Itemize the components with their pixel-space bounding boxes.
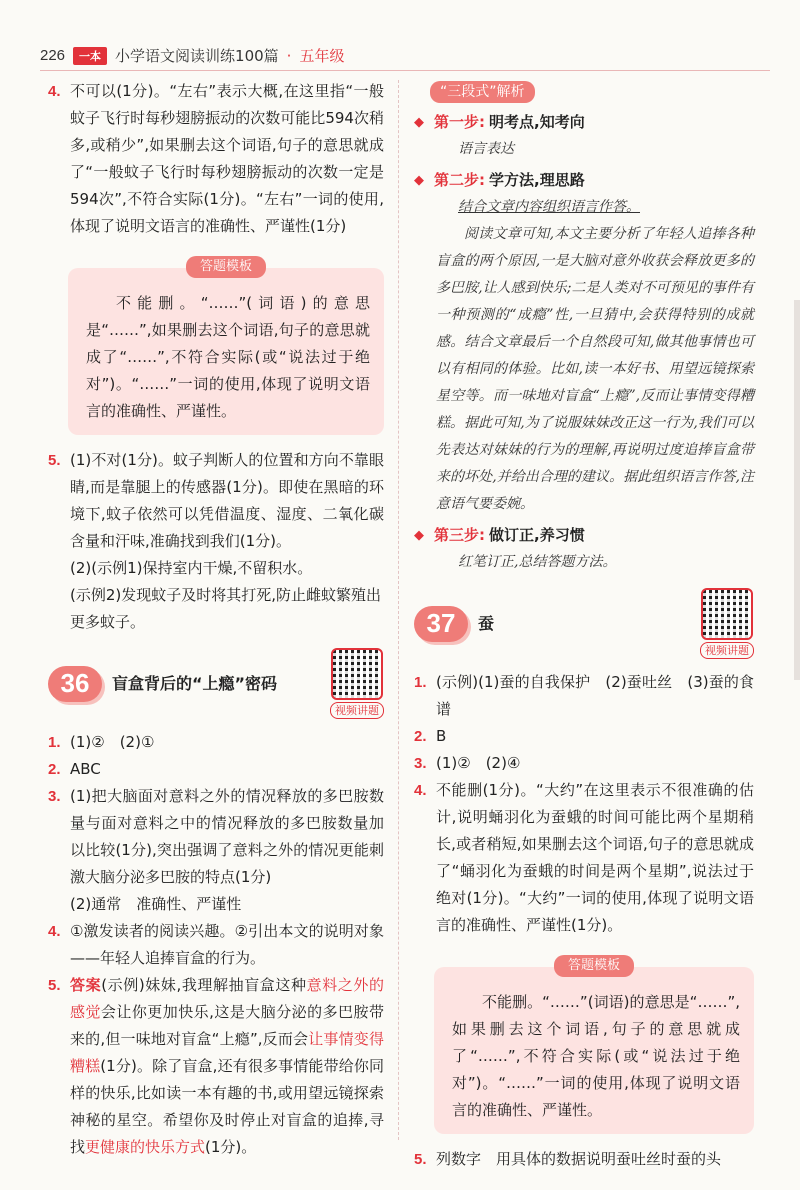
item-number: 4. [48,923,61,940]
item-subtext: (2)(示例1)保持室内干燥,不留积水。 [70,559,313,577]
item-number: 3. [414,755,427,772]
answer-segment: (示例)妹妹,我理解抽盲盒这种 [101,976,307,994]
answer-item [414,750,754,777]
qr-code-icon[interactable] [331,648,383,700]
step-title: 做订正,养习惯 [489,526,585,544]
arrow-bullet-icon: ◆ [414,528,424,543]
qr-code-icon[interactable] [701,588,753,640]
answer-item [48,918,384,972]
section-number-badge: 36 [48,666,102,702]
grade-label: 五年级 [299,47,345,65]
item-subtext: (示例2)发现蚊子及时将其打死,防止雌蚊繁殖出更多蚊子。 [70,586,382,631]
section-number-badge: 37 [414,606,468,642]
item-text: ABC [70,760,101,778]
item-text [70,972,384,1161]
item-text: (1)不对(1分)。蚊子判断人的位置和方向不靠眼睛,而是靠腿上的传感器(1分)。即使在黑暗的环境下,蚊子依然可以凭借温度、湿度、二氧化碳含量和汗味,准确找到我们(1分)。 [70,451,384,550]
step-2 [414,167,754,194]
answer-tag: 答案 [70,976,102,994]
item-text: (1)② (2)④ [436,754,521,772]
arrow-bullet-icon: ◆ [414,173,424,188]
step-explanation: 阅读文章可知,本文主要分析了年轻人追捧各种盲盒的两个原因,一是大脑对意外收获会释放更多的多巴胺,让人感到快乐;二是人类对不可预见的事件有一种预测的“成瘾”性,一旦猜中,会获得特别的成就感。结合文章最后一个自然段可知,做其他事情也可以有相同的体验。比如,读一本好书、用望远镜探索星空等。而一味地对盲盒“上瘾”,反而让事情变得糟糕。据此可知,为了说服妹妹改正这一行为,我们可以先表达对妹妹的行为的理解,再说明过度追捧盲盒带来的坏处,并给出合理的建议。据此组织语言作答,注意语气要委婉。 [436,226,754,512]
step-note: 语言表达 [458,141,514,157]
template-label: 答题模板 [186,256,266,278]
answer-segment: (1分)。除了盲盒,还有很多事情能带给你同样的快乐,比如读一本有趣的书,或用望远镜探索神秘的星空。希望你及时停止对盲盒的追捧,寻找 [70,1057,384,1156]
left-column [48,78,384,1161]
answer-item [414,669,754,723]
keyword-highlight: 更健康的快乐方式 [85,1138,206,1156]
item-number: 1. [48,734,61,751]
step-1 [414,109,754,136]
answer-item [48,729,384,756]
arrow-bullet-icon: ◆ [414,115,424,130]
template-text: 不能删。“……”(词语)的意思是“……”,如果删去这个词语,句子的意思就成了“……”,不符合实际(或“说法过于绝对”)。“……”一词的使用,体现了说明文语言的准确性、严谨性。 [452,993,740,1119]
item-number: 4. [48,83,61,100]
step-title: 明考点,知考向 [489,113,585,131]
column-divider [398,80,399,1140]
item-number: 5. [48,977,61,994]
step-label: 第二步: [434,171,485,189]
answer-item [48,78,384,240]
item-text: (示例)(1)蚕的自我保护 (2)蚕吐丝 (3)蚕的食谱 [436,673,754,718]
qr-block[interactable] [700,588,754,659]
answer-item [414,777,754,939]
item-number: 3. [48,788,61,805]
answer-item [48,447,384,555]
step-label: 第一步: [434,113,485,131]
item-text: B [436,727,447,745]
step-note: 结合文章内容组织语言作答。 [458,199,640,215]
item-text: 列数字 用具体的数据说明蚕吐丝时蚕的头 [436,1150,722,1168]
section-title: 蚕 [478,614,495,633]
section-header-37 [414,588,754,659]
item-text: 不能删(1分)。“大约”在这里表示不很准确的估计,说明蛹羽化为蚕蛾的时间可能比两个星期稍长,或者稍短,如果删去这个词语,句子的意思就成了“蛹羽化为蚕蛾的时间是两个星期”,说法过于绝对(1分)。“大约”一词的使用,体现了说明文语言的准确性、严谨性(1分)。 [436,781,754,934]
item-text: (1)把大脑面对意料之外的情况释放的多巴胺数量与面对意料之中的情况释放的多巴胺数量加以比较(1分),突出强调了意料之外的情况更能刺激大脑分泌多巴胺的特点(1分) [70,787,384,886]
answer-item [48,756,384,783]
item-number: 1. [414,674,427,691]
item-number: 2. [48,761,61,778]
right-column [414,78,754,1173]
page-edge [794,300,800,680]
template-text: 不能删。“……”(词语)的意思是“……”,如果删去这个词语,句子的意思就成了“……”,不符合实际(或“说法过于绝对”)。“……”一词的使用,体现了说明文语言的准确性、严谨性。 [86,294,370,420]
item-text: ①激发读者的阅读兴趣。②引出本文的说明对象——年轻人追捧盲盒的行为。 [70,922,384,967]
item-text: 不可以(1分)。“左右”表示大概,在这里指“一般蚊子飞行时每秒翅膀振动的次数可能比594次稍多,或稍少”,如果删去这个词语,句子的意思就成了“一般蚊子飞行时每秒翅膀振动的次数一定是594次”,不符合实际(1分)。“左右”一词的使用,体现了说明文语言的准确性、严谨性(1分) [70,82,384,235]
page-header [40,45,344,66]
answer-item [48,972,384,1161]
item-number: 4. [414,782,427,799]
keyword-highlight: 让事情变得糟糕 [70,1030,384,1075]
qr-block[interactable] [330,648,384,719]
section-header-36 [48,648,384,719]
analysis-label: “三段式”解析 [430,81,535,103]
item-text: (1)② (2)① [70,733,155,751]
header-rule [40,70,770,71]
book-title: 小学语文阅读训练100篇 [115,47,279,65]
item-number: 5. [48,452,61,469]
qr-caption: 视频讲题 [700,642,754,659]
step-title: 学方法,理思路 [489,171,585,189]
brand-logo: 一本 [73,47,107,65]
item-number: 5. [414,1151,427,1168]
item-number: 2. [414,728,427,745]
answer-item [414,723,754,750]
step-3 [414,522,754,549]
title-separator: · [286,46,292,65]
answer-item [48,783,384,891]
step-note: 红笔订正,总结答题方法。 [458,554,617,570]
template-label: 答题模板 [554,955,634,977]
answer-segment: 会让你更加快乐,这是大脑分泌的多巴胺带来的,但一味地对盲盒“上瘾”,反而会 [70,1003,384,1048]
answer-item [414,1146,754,1173]
answer-template-box [68,259,384,435]
step-label: 第三步: [434,526,485,544]
qr-caption: 视频讲题 [330,702,384,719]
page-number: 226 [40,47,66,64]
keyword-highlight: 意料之外的感觉 [70,976,384,1021]
answer-template-box [434,958,754,1134]
answer-segment: (1分)。 [205,1138,257,1156]
item-subtext: (2)通常 准确性、严谨性 [70,895,242,913]
section-title: 盲盒背后的“上瘾”密码 [112,674,278,693]
